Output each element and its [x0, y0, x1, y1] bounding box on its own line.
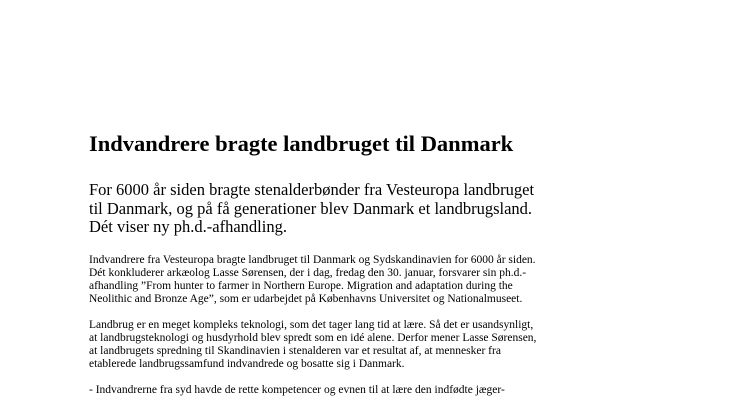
article	[89, 128, 609, 410]
body-line: Indvandrere fra Vesteuropa bragte landbruget til Danmark og Sydskandinavien for 6000 år siden.	[89, 253, 536, 266]
article-lead	[89, 181, 609, 237]
body-line: - Indvandrerne fra syd havde de rette kompetencer og evnen til at lære den indfødte jæger-	[89, 383, 505, 396]
article-title: Indvandrere bragte landbruget til Danmark	[89, 131, 514, 156]
lead-line: For 6000 år siden bragte stenalderbønder fra Vesteuropa landbruget	[89, 180, 535, 199]
body-line: etablerede landbrugssamfund indvandrede og bosatte sig i Danmark.	[89, 357, 405, 370]
body-line: afhandling ”From hunter to farmer in Northern Europe. Migration and adaptation during the	[89, 279, 513, 292]
body-paragraph-2	[89, 319, 609, 371]
body-line: Neolithic and Bronze Age”, som er udarbejdet på Københavns Universitet og Nationalmuseet.	[89, 292, 523, 305]
body-line: at landbrugsteknologi og husdyrhold blev spredt som en idé alene. Derfor mener Lasse Sørensen,	[89, 331, 537, 344]
lead-line: Dét viser ny ph.d.-afhandling.	[89, 217, 287, 236]
body-paragraph-3	[89, 384, 609, 397]
body-line: Landbrug er en meget kompleks teknologi, som det tager lang tid at lære. Så det er usandsynligt,	[89, 318, 534, 331]
body-line: Dét konkluderer arkæolog Lasse Sørensen, der i dag, fredag den 30. januar, forsvarer sin ph.d.-	[89, 266, 527, 279]
lead-line: til Danmark, og på få generationer blev Danmark et landbrugsland.	[89, 198, 533, 218]
body-paragraph-1	[89, 254, 609, 306]
body-line: at landbrugets spredning til Skandinavien i stenalderen var et resultat af, at mennesker fra	[89, 344, 501, 357]
